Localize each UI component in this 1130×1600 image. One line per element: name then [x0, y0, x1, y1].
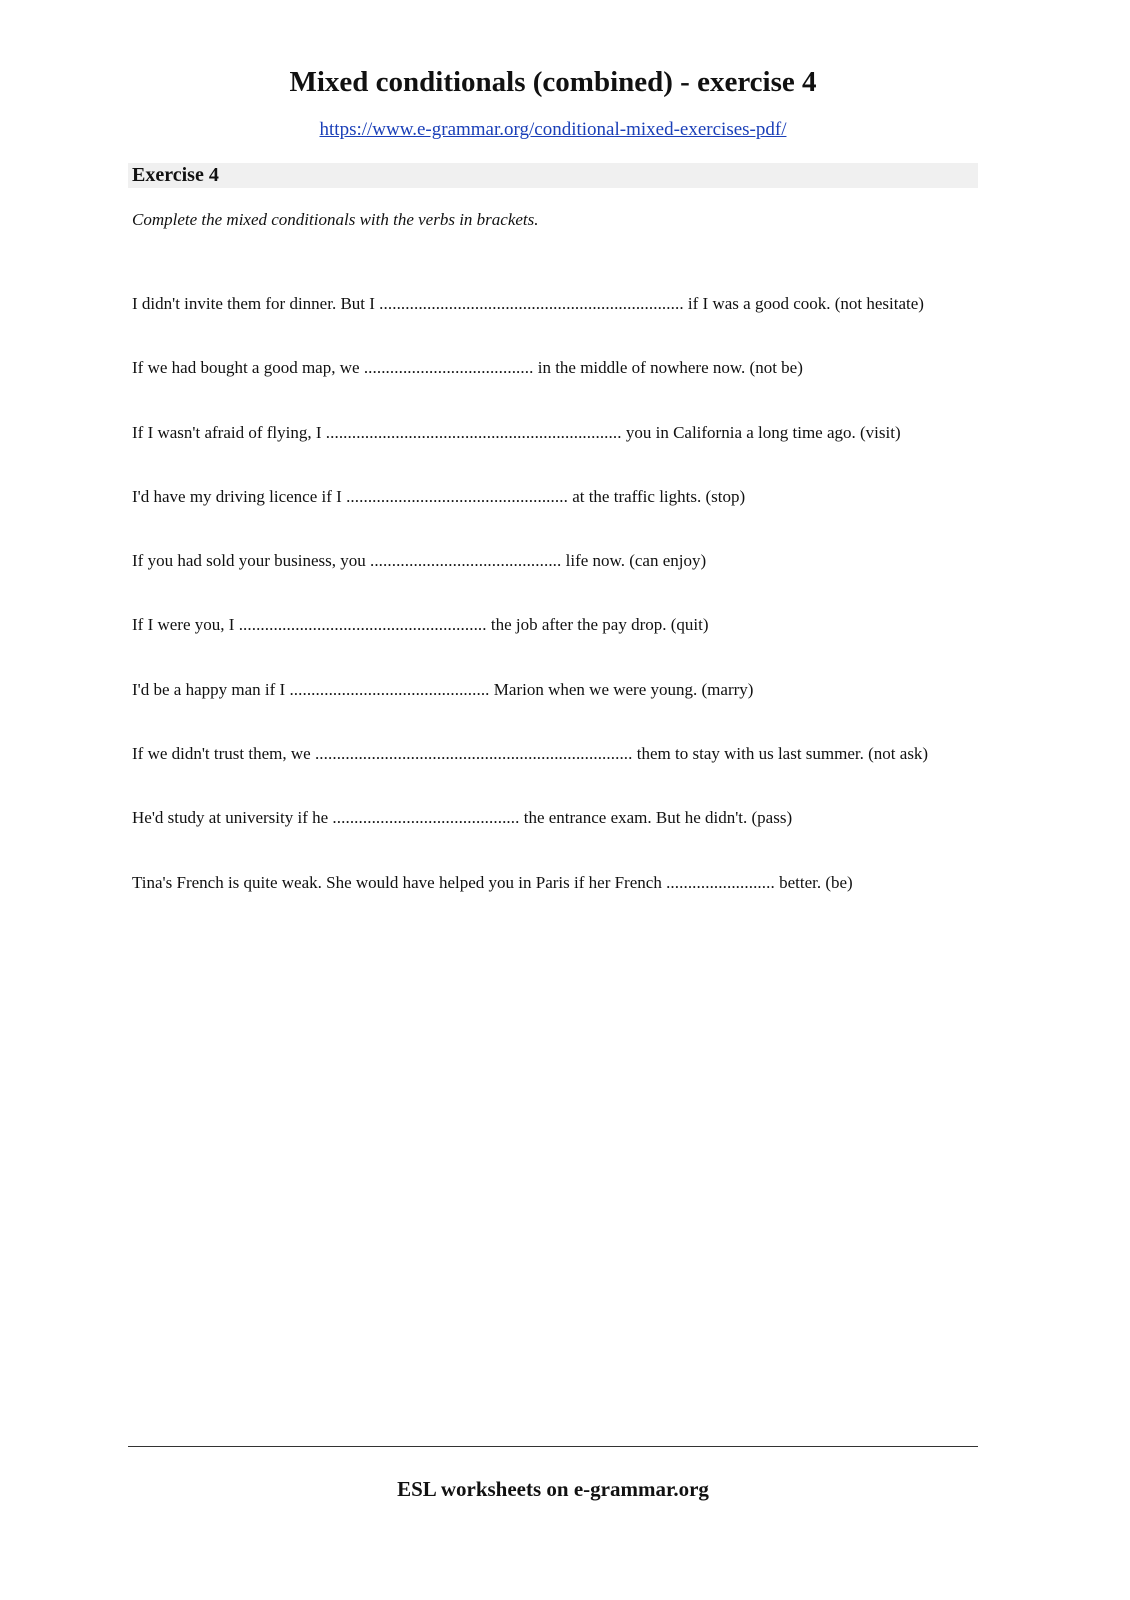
exercise-item [132, 744, 992, 808]
answer-blank[interactable]: ................................................... [346, 486, 568, 506]
answer-blank[interactable]: .............................................. [289, 679, 490, 699]
exercise-items [132, 294, 992, 937]
answer-blank[interactable]: ....................................... [363, 358, 534, 378]
exercise-heading: Exercise 4 [132, 164, 219, 186]
item-text-before: I'd have my driving licence if I [132, 486, 347, 506]
item-text-after: Marion when we were young. (marry) [489, 679, 754, 699]
exercise-item [132, 873, 992, 937]
item-text-before: If I wasn't afraid of flying, I [132, 422, 326, 442]
exercise-item [132, 294, 992, 358]
item-text-before: Tina's French is quite weak. She would have helped you in Paris if her French [132, 872, 667, 892]
item-text-after: in the middle of nowhere now. (not be) [533, 358, 803, 378]
item-text-before: He'd study at university if he [132, 808, 333, 828]
answer-blank[interactable]: ......................... [666, 872, 775, 892]
exercise-instruction: Complete the mixed conditionals with the verbs in brackets. [132, 210, 539, 229]
item-text-after: the job after the pay drop. (quit) [486, 615, 709, 635]
answer-blank[interactable]: ......................................................... [238, 615, 487, 635]
item-text-after: at the traffic lights. (stop) [567, 486, 746, 506]
exercise-item [132, 487, 992, 551]
item-text-before: If you had sold your business, you [132, 551, 370, 571]
exercise-item [132, 680, 992, 744]
item-text-before: If I were you, I [132, 615, 239, 635]
page-title: Mixed conditionals (combined) - exercise 4 [289, 66, 817, 98]
source-link[interactable]: https://www.e-grammar.org/conditional-mixed-exercises-pdf/ [319, 119, 787, 140]
answer-blank[interactable]: ........................................... [332, 808, 520, 828]
item-text-before: I'd be a happy man if I [132, 679, 290, 699]
item-text-after: them to stay with us last summer. (not ask) [632, 744, 929, 764]
item-text-after: better. (be) [774, 872, 853, 892]
exercise-item [132, 358, 992, 422]
exercise-heading-bar [128, 163, 978, 188]
item-text-after: the entrance exam. But he didn't. (pass) [519, 808, 793, 828]
exercise-item [132, 551, 992, 615]
exercise-item [132, 808, 992, 872]
exercise-item [132, 423, 992, 487]
item-text-before: I didn't invite them for dinner. But I [132, 294, 380, 313]
answer-blank[interactable]: .................................................................... [325, 422, 622, 442]
exercise-item [132, 615, 992, 679]
item-text-before: If we had bought a good map, we [132, 358, 364, 378]
answer-blank[interactable]: ...................................................................... [379, 294, 684, 313]
answer-blank[interactable]: ......................................................................... [314, 744, 633, 764]
item-text-before: If we didn't trust them, we [132, 744, 315, 764]
footer-text: ESL worksheets on e-grammar.org [397, 1477, 709, 1501]
answer-blank[interactable]: ............................................ [369, 551, 562, 571]
item-text-after: life now. (can enjoy) [561, 551, 707, 571]
item-text-after: if I was a good cook. (not hesitate) [683, 294, 924, 313]
item-text-after: you in California a long time ago. (visit) [621, 422, 901, 442]
footer-divider [128, 1446, 978, 1447]
